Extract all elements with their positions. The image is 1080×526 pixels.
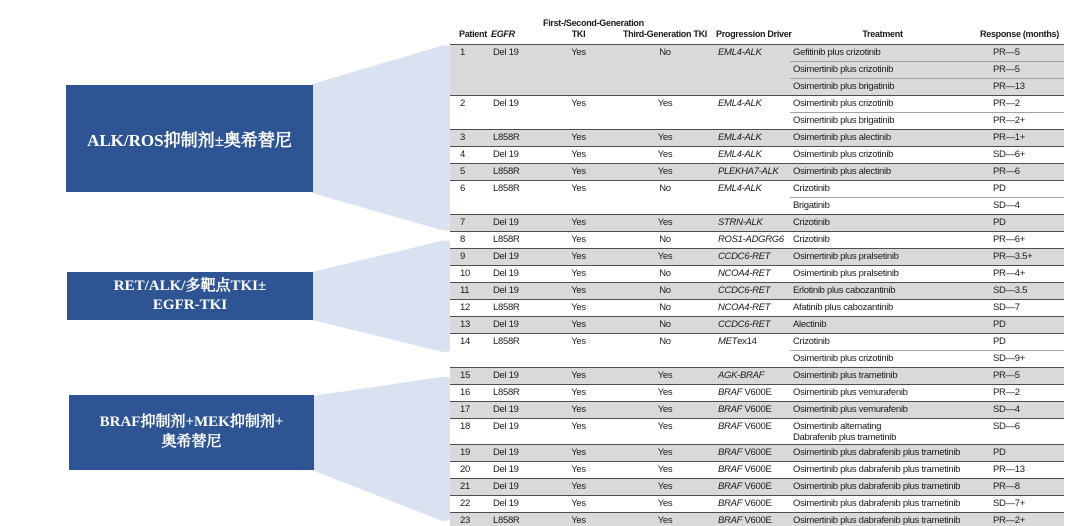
progression-driver-cell: BRAF V600E [715, 462, 790, 479]
patient-row [450, 283, 1064, 300]
third-gen-tki-cell: No [615, 181, 715, 215]
patient-row [450, 479, 1064, 496]
third-gen-tki-cell: Yes [615, 130, 715, 147]
first-second-gen-tki-cell: Yes [542, 300, 615, 317]
progression-driver-cell: ROS1-ADGRG6 [715, 232, 790, 249]
patient-id-cell: 19 [450, 445, 490, 462]
first-second-gen-tki-cell: Yes [542, 215, 615, 232]
callout-label: 奥希替尼 [161, 433, 222, 450]
progression-driver-cell: NCOA4-RET [715, 266, 790, 283]
egfr-cell: Del 19 [490, 402, 542, 419]
patient-id-cell: 22 [450, 496, 490, 513]
patient-id-cell: 23 [450, 513, 490, 526]
first-second-gen-tki-cell: Yes [542, 317, 615, 334]
response-cell: PR—2+ [975, 513, 1064, 526]
egfr-cell: Del 19 [490, 147, 542, 164]
patient-id-cell: 9 [450, 249, 490, 266]
callout-label: RET/ALK/多靶点TKI± [113, 278, 267, 295]
egfr-cell: L858R [490, 164, 542, 181]
treatment-cell: Erlotinib plus cabozantinib [790, 283, 975, 300]
response-cell: PR—5 [975, 45, 1064, 62]
egfr-cell: Del 19 [490, 266, 542, 283]
progression-driver-cell: BRAF V600E [715, 385, 790, 402]
response-cell: PR—6+ [975, 232, 1064, 249]
patient-id-cell: 12 [450, 300, 490, 317]
egfr-cell: L858R [490, 232, 542, 249]
treatment-cell: Crizotinib [790, 232, 975, 249]
treatment-cell: Osimertinib plus pralsetinib [790, 249, 975, 266]
third-gen-tki-cell: Yes [615, 385, 715, 402]
response-cell: SD—3.5 [975, 283, 1064, 300]
egfr-cell: Del 19 [490, 215, 542, 232]
third-gen-tki-cell: No [615, 283, 715, 300]
response-cell: PD [975, 215, 1064, 232]
patient-id-cell: 18 [450, 419, 490, 445]
third-gen-tki-cell: No [615, 266, 715, 283]
patient-id-cell: 20 [450, 462, 490, 479]
patient-row [450, 445, 1064, 462]
egfr-cell: L858R [490, 300, 542, 317]
patient-id-cell: 8 [450, 232, 490, 249]
third-gen-tki-cell: Yes [615, 368, 715, 385]
patient-id-cell: 3 [450, 130, 490, 147]
progression-driver-cell: EML4-ALK [715, 130, 790, 147]
treatment-cell: Osimertinib plus crizotinib [790, 147, 975, 164]
table-header-row [450, 16, 1064, 45]
response-cell: PR—5 [975, 62, 1064, 79]
egfr-cell: Del 19 [490, 419, 542, 445]
egfr-cell: Del 19 [490, 45, 542, 96]
progression-driver-cell: METex14 [715, 334, 790, 368]
treatment-cell: Osimertinib plus dabrafenib plus trametinib [790, 445, 975, 462]
patient-id-cell: 4 [450, 147, 490, 164]
progression-driver-cell: PLEKHA7-ALK [715, 164, 790, 181]
patient-row [450, 300, 1064, 317]
egfr-cell: Del 19 [490, 317, 542, 334]
progression-driver-cell: BRAF V600E [715, 479, 790, 496]
response-cell: PD [975, 445, 1064, 462]
patient-row [450, 147, 1064, 164]
patient-id-cell: 17 [450, 402, 490, 419]
col-header-progression-driver: Progression Driver [716, 28, 792, 39]
patient-row [450, 181, 1064, 198]
response-cell: PR—1+ [975, 130, 1064, 147]
col-header-egfr: EGFR [491, 28, 515, 39]
patient-row [450, 232, 1064, 249]
third-gen-tki-cell: Yes [615, 402, 715, 419]
col-header-third-gen-tki: Third-Generation TKI [622, 28, 707, 39]
patient-row [450, 385, 1064, 402]
treatment-cell: Osimertinib plus crizotinib [790, 96, 975, 113]
egfr-cell: Del 19 [490, 368, 542, 385]
first-second-gen-tki-cell: Yes [542, 232, 615, 249]
progression-driver-cell: EML4-ALK [715, 96, 790, 130]
treatment-cell: Osimertinib plus pralsetinib [790, 266, 975, 283]
response-cell: PR—2 [975, 96, 1064, 113]
third-gen-tki-cell: Yes [615, 496, 715, 513]
treatment-cell: Afatinib plus cabozantinib [790, 300, 975, 317]
response-cell: SD—4 [975, 402, 1064, 419]
first-second-gen-tki-cell: Yes [542, 513, 615, 526]
third-gen-tki-cell: No [615, 45, 715, 96]
first-second-gen-tki-cell: Yes [542, 479, 615, 496]
patient-row [450, 249, 1064, 266]
egfr-cell: Del 19 [490, 283, 542, 300]
response-cell: SD—7+ [975, 496, 1064, 513]
progression-driver-cell: BRAF V600E [715, 419, 790, 445]
third-gen-tki-cell: Yes [615, 479, 715, 496]
patient-id-cell: 15 [450, 368, 490, 385]
third-gen-tki-cell: No [615, 300, 715, 317]
progression-driver-cell: BRAF V600E [715, 402, 790, 419]
response-cell: SD—7 [975, 300, 1064, 317]
treatment-cell: Gefitinib plus crizotinib [790, 45, 975, 62]
response-cell: PR—2 [975, 385, 1064, 402]
response-cell: SD—9+ [975, 351, 1064, 368]
patient-row [450, 317, 1064, 334]
first-second-gen-tki-cell: Yes [542, 249, 615, 266]
patient-row [450, 45, 1064, 62]
funnel-ret [312, 240, 452, 352]
callout-label: EGFR-TKI [152, 297, 228, 313]
response-cell: PR—6 [975, 164, 1064, 181]
callout-braf [69, 395, 314, 470]
response-cell: SD—6 [975, 419, 1064, 445]
third-gen-tki-cell: Yes [615, 164, 715, 181]
response-cell: PD [975, 334, 1064, 351]
treatment-cell: Osimertinib plus brigatinib [790, 79, 975, 96]
patient-id-cell: 1 [450, 45, 490, 96]
patient-id-cell: 13 [450, 317, 490, 334]
patient-id-cell: 21 [450, 479, 490, 496]
patient-id-cell: 5 [450, 164, 490, 181]
treatment-cell: Crizotinib [790, 215, 975, 232]
third-gen-tki-cell: No [615, 317, 715, 334]
first-second-gen-tki-cell: Yes [542, 130, 615, 147]
patient-id-cell: 7 [450, 215, 490, 232]
treatment-cell: Osimertinib alternating Dabrafenib plus trametinib [790, 419, 975, 445]
callout-label: BRAF抑制剂+MEK抑制剂+ [99, 414, 284, 430]
first-second-gen-tki-cell: Yes [542, 368, 615, 385]
egfr-cell: Del 19 [490, 96, 542, 130]
egfr-cell: Del 19 [490, 479, 542, 496]
third-gen-tki-cell: Yes [615, 147, 715, 164]
third-gen-tki-cell: Yes [615, 215, 715, 232]
response-cell: PD [975, 317, 1064, 334]
treatment-cell: Alectinib [790, 317, 975, 334]
treatment-cell: Osimertinib plus crizotinib [790, 351, 975, 368]
first-second-gen-tki-cell: Yes [542, 496, 615, 513]
response-cell: PR—2+ [975, 113, 1064, 130]
third-gen-tki-cell: Yes [615, 419, 715, 445]
response-cell: PR—13 [975, 79, 1064, 96]
progression-driver-cell: BRAF V600E [715, 445, 790, 462]
progression-driver-cell: EML4-ALK [715, 45, 790, 96]
first-second-gen-tki-cell: Yes [542, 181, 615, 215]
funnel-braf [312, 377, 452, 521]
table-body [450, 45, 1064, 526]
third-gen-tki-cell: No [615, 232, 715, 249]
treatment-cell: Osimertinib plus crizotinib [790, 62, 975, 79]
response-cell: PD [975, 181, 1064, 198]
progression-driver-cell: BRAF V600E [715, 496, 790, 513]
progression-driver-cell: CCDC6-RET [715, 283, 790, 300]
treatment-cell: Osimertinib plus brigatinib [790, 113, 975, 130]
treatment-cell: Osimertinib plus dabrafenib plus trametinib [790, 462, 975, 479]
egfr-cell: Del 19 [490, 249, 542, 266]
egfr-cell: L858R [490, 130, 542, 147]
first-second-gen-tki-cell: Yes [542, 419, 615, 445]
callout-alk-ros [66, 85, 313, 192]
patient-row [450, 334, 1064, 351]
patient-row [450, 496, 1064, 513]
progression-driver-cell: EML4-ALK [715, 181, 790, 215]
first-second-gen-tki-cell: Yes [542, 164, 615, 181]
first-second-gen-tki-cell: Yes [542, 385, 615, 402]
third-gen-tki-cell: Yes [615, 513, 715, 526]
patient-row [450, 402, 1064, 419]
first-second-gen-tki-cell: Yes [542, 283, 615, 300]
progression-driver-cell: CCDC6-RET [715, 317, 790, 334]
treatment-cell: Osimertinib plus dabrafenib plus trametinib [790, 513, 975, 526]
response-cell: PR—8 [975, 479, 1064, 496]
egfr-cell: L858R [490, 513, 542, 526]
first-second-gen-tki-cell: Yes [542, 147, 615, 164]
egfr-cell: L858R [490, 181, 542, 215]
patient-id-cell: 11 [450, 283, 490, 300]
third-gen-tki-cell: Yes [615, 462, 715, 479]
first-second-gen-tki-cell: Yes [542, 462, 615, 479]
progression-driver-cell: CCDC6-RET [715, 249, 790, 266]
treatment-cell: Osimertinib plus alectinib [790, 130, 975, 147]
response-cell: PR—5 [975, 368, 1064, 385]
callout-label: ALK/ROS抑制剂±奥希替尼 [87, 131, 292, 150]
progression-driver-cell: AGK-BRAF [715, 368, 790, 385]
treatment-cell: Crizotinib [790, 334, 975, 351]
progression-driver-cell: EML4-ALK [715, 147, 790, 164]
response-cell: SD—6+ [975, 147, 1064, 164]
egfr-cell: Del 19 [490, 496, 542, 513]
col-header-response: Response (months) [980, 28, 1059, 39]
progression-driver-cell: NCOA4-RET [715, 300, 790, 317]
patient-id-cell: 2 [450, 96, 490, 130]
patient-row [450, 96, 1064, 113]
response-cell: PR—4+ [975, 266, 1064, 283]
patient-row [450, 513, 1064, 526]
patient-id-cell: 14 [450, 334, 490, 368]
callout-ret [67, 272, 313, 320]
patients-table-wrap [450, 16, 1064, 526]
egfr-cell: Del 19 [490, 462, 542, 479]
egfr-cell: L858R [490, 385, 542, 402]
patient-row [450, 266, 1064, 283]
patient-row [450, 215, 1064, 232]
third-gen-tki-cell: Yes [615, 249, 715, 266]
third-gen-tki-cell: Yes [615, 96, 715, 130]
third-gen-tki-cell: Yes [615, 445, 715, 462]
treatment-cell: Osimertinib plus trametinib [790, 368, 975, 385]
progression-driver-cell: STRN-ALK [715, 215, 790, 232]
treatment-cell: Osimertinib plus vemurafenib [790, 385, 975, 402]
treatment-cell: Brigatinib [790, 198, 975, 215]
treatment-cell: Osimertinib plus dabrafenib plus trametinib [790, 496, 975, 513]
funnel-alk-ros [312, 45, 452, 231]
first-second-gen-tki-cell: Yes [542, 96, 615, 130]
egfr-cell: L858R [490, 334, 542, 368]
treatment-cell: Osimertinib plus dabrafenib plus trametinib [790, 479, 975, 496]
treatment-cell: Osimertinib plus vemurafenib [790, 402, 975, 419]
treatment-cell: Crizotinib [790, 181, 975, 198]
response-cell: PR—13 [975, 462, 1064, 479]
first-second-gen-tki-cell: Yes [542, 334, 615, 368]
patient-id-cell: 6 [450, 181, 490, 215]
patients-table [450, 16, 1064, 526]
treatment-cell: Osimertinib plus alectinib [790, 164, 975, 181]
first-second-gen-tki-cell: Yes [542, 45, 615, 96]
col-header-patient: Patient [459, 28, 487, 39]
response-cell: SD—4 [975, 198, 1064, 215]
patient-row [450, 130, 1064, 147]
third-gen-tki-cell: No [615, 334, 715, 368]
col-header-first-second-gen-tki: First-/Second-Generation TKI [543, 18, 644, 39]
patient-row [450, 419, 1064, 445]
col-header-treatment: Treatment [862, 28, 903, 39]
patient-row [450, 368, 1064, 385]
response-cell: PR—3.5+ [975, 249, 1064, 266]
patient-id-cell: 16 [450, 385, 490, 402]
patient-row [450, 164, 1064, 181]
first-second-gen-tki-cell: Yes [542, 402, 615, 419]
progression-driver-cell: BRAF V600E [715, 513, 790, 526]
patient-id-cell: 10 [450, 266, 490, 283]
first-second-gen-tki-cell: Yes [542, 266, 615, 283]
first-second-gen-tki-cell: Yes [542, 445, 615, 462]
patient-row [450, 462, 1064, 479]
egfr-cell: Del 19 [490, 445, 542, 462]
